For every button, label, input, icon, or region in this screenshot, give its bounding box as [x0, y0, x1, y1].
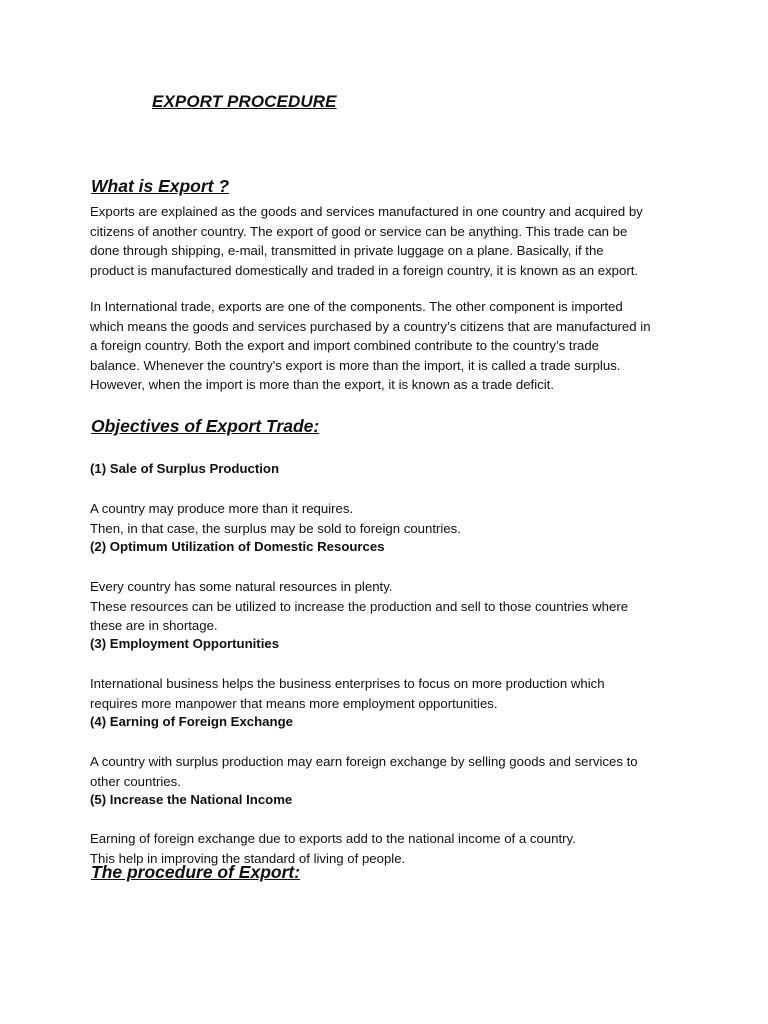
text-line: This help in improving the standard of living of people. [90, 850, 406, 866]
text-line: a foreign country. Both the export and import combined contribute to the country’s trade [90, 338, 599, 353]
paragraph-export-definition [90, 202, 690, 280]
document-title: EXPORT PROCEDURE [152, 92, 337, 111]
text-line: International business helps the business enterprises to focus on more production which [90, 676, 605, 691]
objective-title: (1) Sale of Surplus Production [90, 461, 280, 476]
paragraph-international-trade [90, 297, 690, 395]
objective-title: (5) Increase the National Income [90, 792, 293, 807]
objective-title: (4) Earning of Foreign Exchange [90, 714, 293, 729]
text-line: done through shipping, e-mail, transmitted in private luggage on a plane. Basically, if the [90, 243, 604, 258]
text-line: requires more manpower that means more employment opportunities. [90, 695, 498, 711]
text-line: However, when the import is more than the export, it is known as a trade deficit. [90, 377, 554, 392]
text-line: Exports are explained as the goods and services manufactured in one country and acquired by [90, 204, 643, 219]
text-line: Then, in that case, the surplus may be sold to foreign countries. [90, 520, 461, 536]
objective-body [90, 752, 690, 791]
text-line: product is manufactured domestically and traded in a foreign country, it is known as an export. [90, 262, 639, 278]
text-line: citizens of another country. The export of good or service can be anything. This trade can be [90, 223, 628, 239]
heading-what-is-export: What is Export ? [91, 176, 230, 196]
objective-body [90, 674, 690, 713]
objective-body [90, 499, 690, 538]
text-line: Every country has some natural resources in plenty. [90, 579, 393, 594]
heading-objectives: Objectives of Export Trade: [91, 416, 320, 436]
text-line: A country may produce more than it requires. [90, 501, 354, 516]
text-line: A country with surplus production may earn foreign exchange by selling goods and services to [90, 754, 638, 769]
heading-procedure-of-export: The procedure of Export: [91, 862, 301, 882]
objective-title: (2) Optimum Utilization of Domestic Resources [90, 539, 385, 554]
text-line: which means the goods and services purchased by a country’s citizens that are manufactured in [90, 318, 651, 334]
text-line: balance. Whenever the country’s export is more than the import, it is called a trade surplus. [90, 357, 621, 373]
text-line: These resources can be utilized to increase the production and sell to those countries where [90, 598, 629, 614]
text-line: these are in shortage. [90, 618, 218, 633]
text-line: In International trade, exports are one of the components. The other component is imported [90, 299, 623, 314]
text-line: other countries. [90, 773, 181, 789]
text-line: Earning of foreign exchange due to exports add to the national income of a country. [90, 831, 576, 846]
objective-body [90, 577, 690, 636]
objective-title: (3) Employment Opportunities [90, 636, 280, 651]
